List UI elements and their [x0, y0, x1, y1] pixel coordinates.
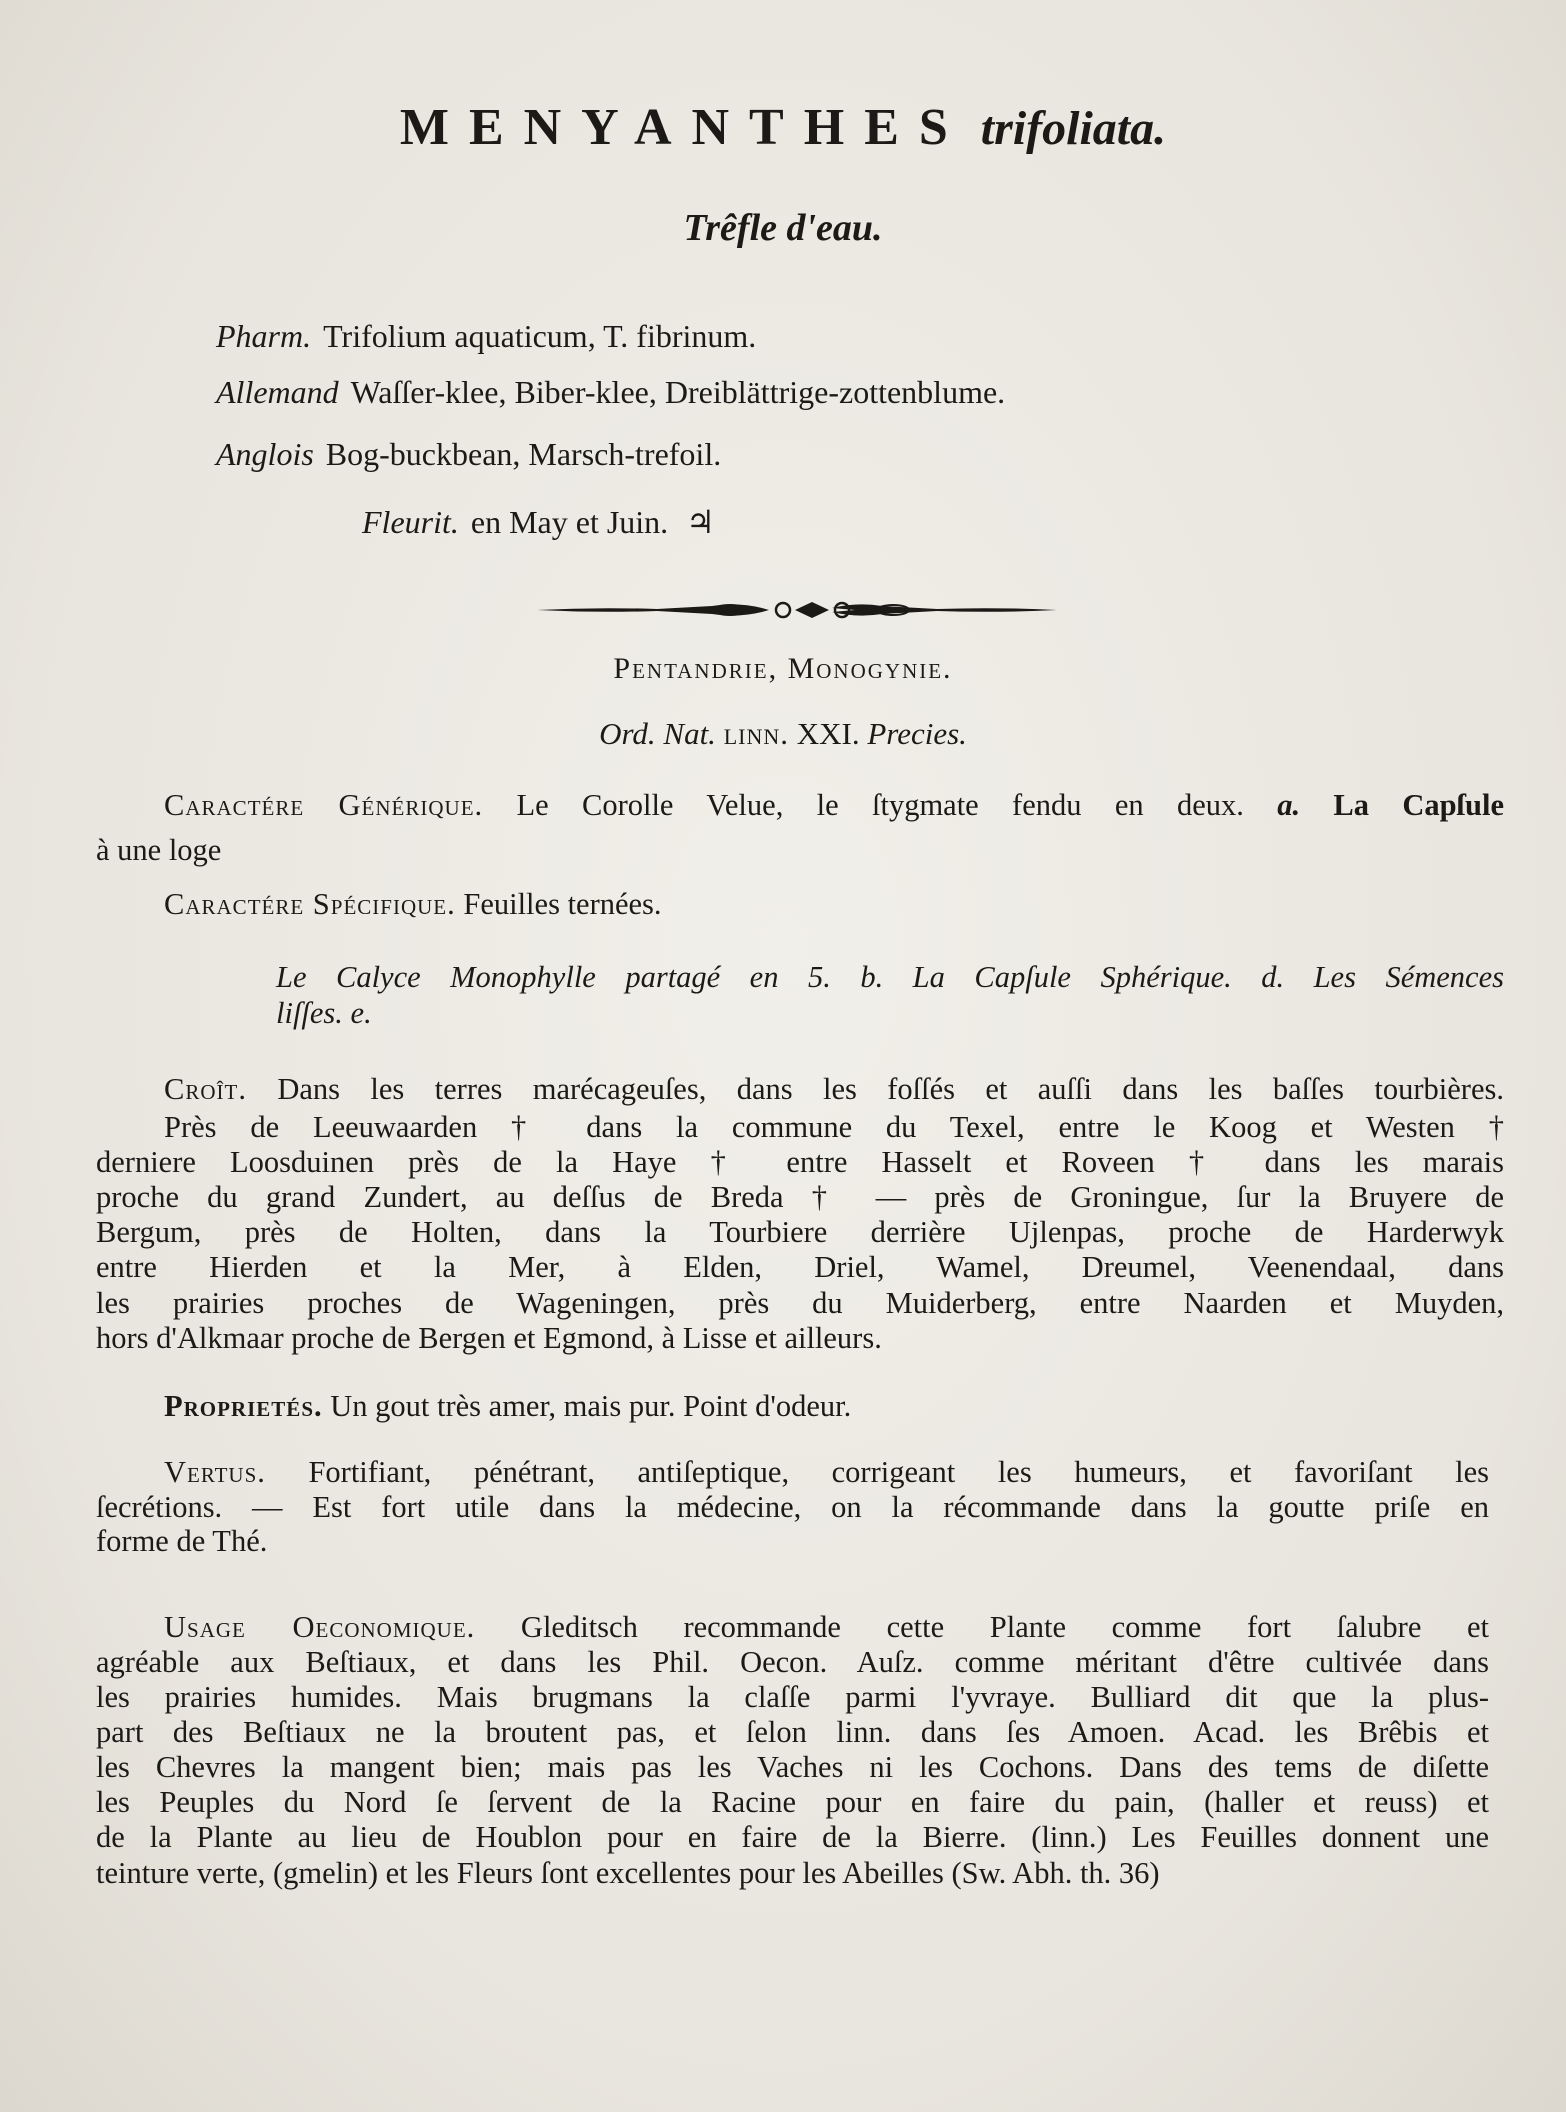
synonym-text: Bog-buckbean, Marsch-trefoil. — [325, 436, 722, 472]
synonym-anglois — [216, 436, 721, 473]
croit-line: Croît. Dans les terres marécageuſes, dans les foſſés et auſſi dans les baſſes tourbières. — [164, 1072, 1504, 1106]
synonym-lang: Anglois — [216, 436, 314, 472]
usage-line: les Chevres la mangent bien; mais pas les Vaches ni les Cochons. Dans des tems de diſette — [96, 1750, 1489, 1784]
proprietes: Proprietés. Un gout très amer, mais pur. Point d'odeur. — [164, 1389, 852, 1423]
croit-line: Bergum, près de Holten, dans la Tourbiere derrière Ujlenpas, proche de Harderwyk — [96, 1215, 1504, 1249]
specific-italic-line1: Le Calyce Monophylle partagé en 5. b. La Capſule Sphérique. d. Les Sémences — [276, 960, 1504, 994]
flowering-label: Fleurit. — [362, 504, 459, 540]
genus-name: MENYANTHES — [399, 99, 968, 156]
synonym-lang: Allemand — [216, 374, 339, 410]
vertus-line: Vertus. Fortifiant, pénétrant, antiſeptique, corrigeant les humeurs, et favoriſant les — [164, 1455, 1490, 1489]
vertus-line: forme de Thé. — [96, 1524, 268, 1558]
flowering-line — [362, 503, 715, 541]
usage-line: les Peuples du Nord ſe ſervent de la Racine pour en faire du pain, (haller et reuss) et — [96, 1785, 1489, 1819]
specific-italic-line2: liſſes. e. — [276, 996, 372, 1030]
page-title — [0, 98, 1566, 157]
synonym-text: Trifolium aquaticum, T. fibrinum. — [323, 318, 757, 354]
croit-line: derniere Loosduinen près de la Haye † entre Hasselt et Roveen † dans les marais — [96, 1145, 1504, 1179]
synonym-pharm — [216, 318, 756, 355]
ornament-divider — [537, 590, 1057, 630]
specific-character: Caractére Spécifique. Feuilles ternées. — [164, 887, 662, 921]
usage-line: de la Plante au lieu de Houblon pour en faire de la Bierre. (linn.) Les Feuilles donnent une — [96, 1820, 1489, 1854]
synonym-text: Waſſer-klee, Biber-klee, Dreiblättrige-zottenblume. — [350, 374, 1006, 410]
common-name: Trêfle d'eau. — [683, 207, 883, 249]
usage-line: part des Beſtiaux ne la broutent pas, et ſelon linn. dans ſes Amoen. Acad. les Brêbis et — [96, 1715, 1489, 1749]
species-name: trifoliata. — [980, 102, 1167, 155]
synonym-allemand — [216, 374, 1005, 411]
usage-line: les prairies humides. Mais brugmans la claſſe parmi l'yvraye. Bulliard dit que la plus- — [96, 1680, 1489, 1714]
generic-character: Caractére Générique. Le Corolle Velue, le ſtygmate fendu en deux. a. La Capſule — [164, 788, 1505, 822]
order-line: Ord. Nat. linn. XXI. Precies. — [599, 716, 967, 751]
flowering-text: en May et Juin. — [470, 504, 669, 540]
perennial-symbol: ♃ — [686, 504, 715, 540]
croit-line: les prairies proches de Wageningen, près du Muiderberg, entre Naarden et Muyden, — [96, 1286, 1504, 1320]
croit-line: entre Hierden et la Mer, à Elden, Driel, Wamel, Dreumel, Veenendaal, dans — [96, 1250, 1504, 1284]
classification: Pentandrie, Monogynie. — [613, 652, 953, 685]
vertus-line: ſecrétions. — Est fort utile dans la médecine, on la récommande dans la goutte priſe en — [96, 1490, 1489, 1524]
usage-line: teinture verte, (gmelin) et les Fleurs ſont excellentes pour les Abeilles (Sw. Abh. th. 36) — [96, 1856, 1160, 1890]
croit-line: Près de Leeuwaarden † dans la commune du Texel, entre le Koog et Westen † — [164, 1110, 1504, 1144]
synonym-lang: Pharm. — [216, 318, 312, 354]
generic-character-line2: à une loge — [96, 833, 222, 867]
usage-line: agréable aux Beſtiaux, et dans les Phil. Oecon. Auſz. comme méritant d'être cultivée dans — [96, 1645, 1489, 1679]
croit-line: hors d'Alkmaar proche de Bergen et Egmond, à Lisse et ailleurs. — [96, 1321, 882, 1355]
usage-line: Usage Oeconomique. Gleditsch recommande cette Plante comme fort ſalubre et — [164, 1610, 1489, 1644]
croit-line: proche du grand Zundert, au deſſus de Breda † — près de Groningue, ſur la Bruyere de — [96, 1180, 1504, 1214]
